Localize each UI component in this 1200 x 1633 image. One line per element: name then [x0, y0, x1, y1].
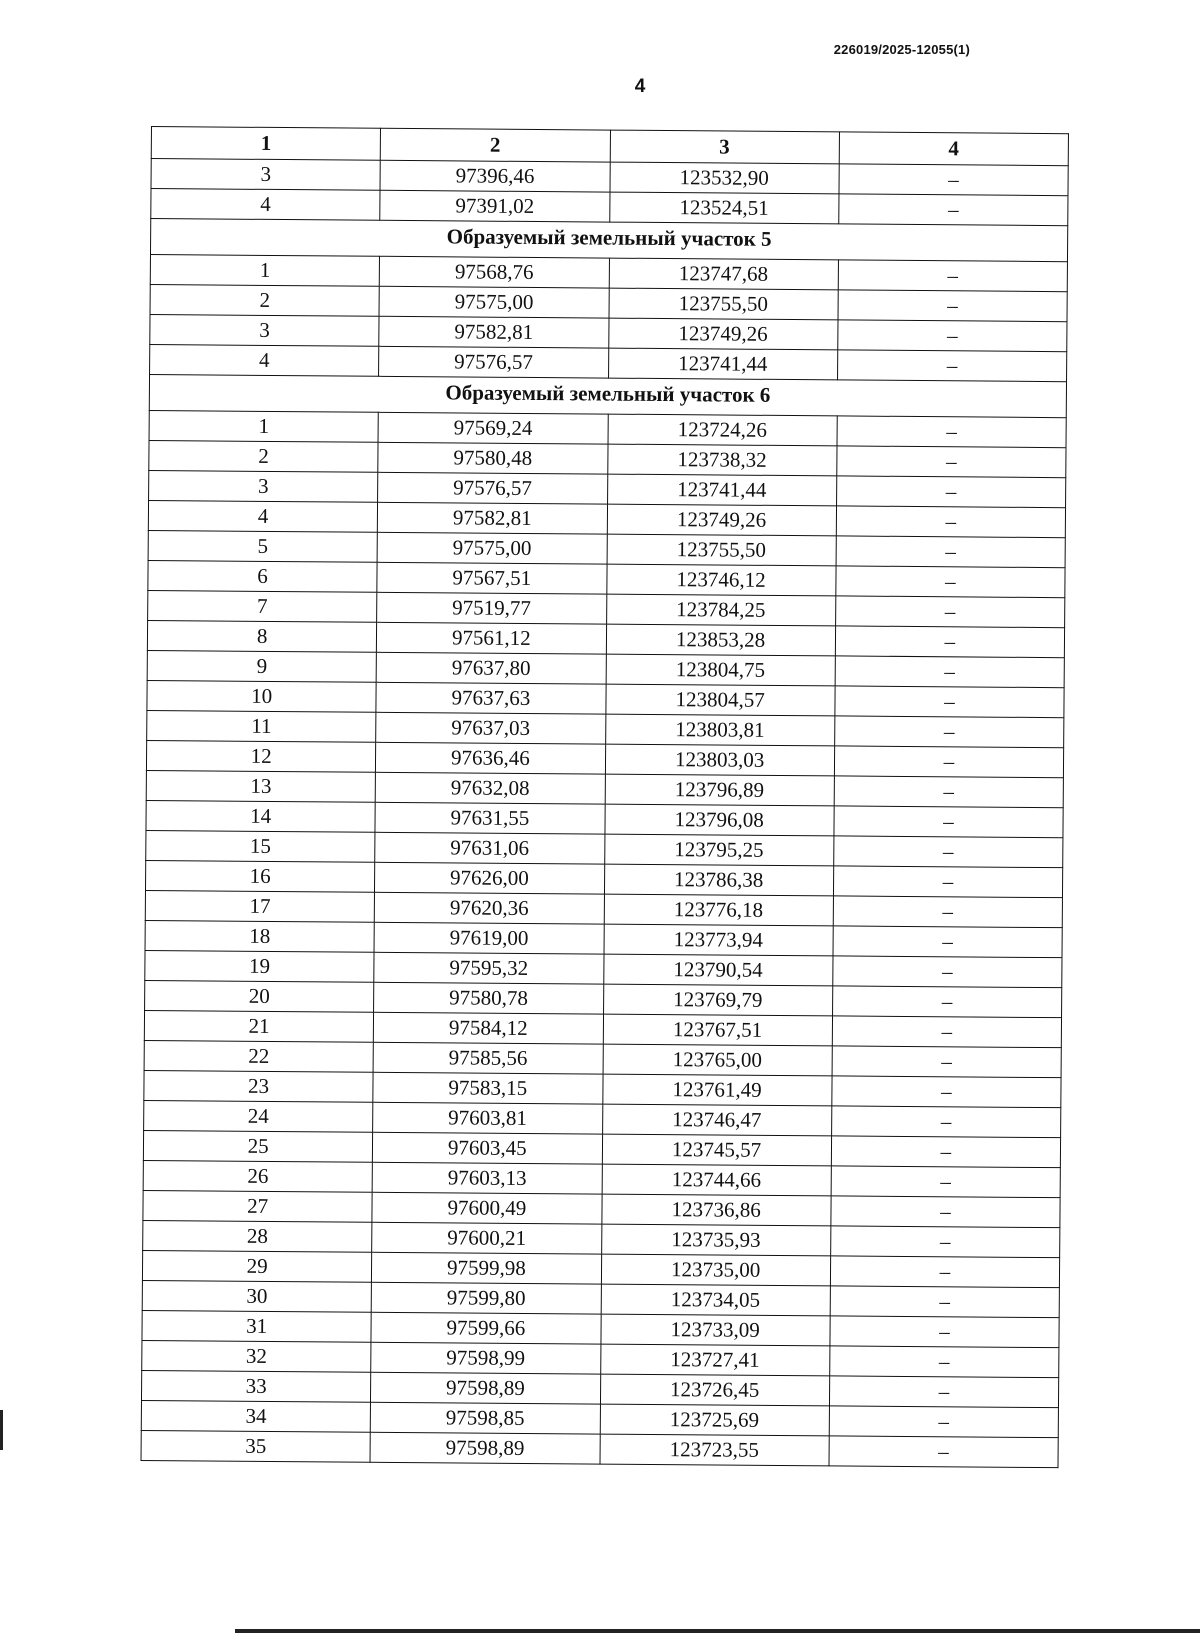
point-number-cell: 28 — [143, 1220, 372, 1252]
x-coordinate-cell: 97569,24 — [378, 412, 607, 444]
point-number-cell: 20 — [145, 980, 374, 1012]
note-cell: – — [833, 866, 1062, 898]
x-coordinate-cell: 97619,00 — [374, 922, 603, 954]
y-coordinate-cell: 123735,00 — [601, 1254, 830, 1286]
point-number-cell: 22 — [144, 1040, 373, 1072]
point-number-cell: 8 — [147, 620, 376, 652]
page-number: 4 — [634, 76, 646, 97]
note-cell: – — [832, 1016, 1061, 1048]
x-coordinate-cell: 97582,81 — [379, 316, 608, 348]
note-cell: – — [835, 656, 1064, 688]
note-cell: – — [839, 164, 1068, 196]
x-coordinate-cell: 97631,06 — [375, 832, 604, 864]
note-cell: – — [836, 536, 1065, 568]
point-number-cell: 1 — [150, 254, 379, 286]
x-coordinate-cell: 97561,12 — [377, 622, 606, 654]
note-cell: – — [831, 1136, 1060, 1168]
y-coordinate-cell: 123749,26 — [607, 504, 836, 536]
y-coordinate-cell: 123532,90 — [609, 162, 838, 194]
x-coordinate-cell: 97600,49 — [372, 1192, 601, 1224]
y-coordinate-cell: 123733,09 — [600, 1314, 829, 1346]
point-number-cell: 15 — [146, 830, 375, 862]
y-coordinate-cell: 123735,93 — [601, 1224, 830, 1256]
x-coordinate-cell: 97631,55 — [375, 802, 604, 834]
table-body — [141, 159, 1068, 1468]
point-number-cell: 16 — [145, 860, 374, 892]
y-coordinate-cell: 123761,49 — [602, 1074, 831, 1106]
y-coordinate-cell: 123804,75 — [606, 654, 835, 686]
y-coordinate-cell: 123776,18 — [604, 894, 833, 926]
point-number-cell: 9 — [147, 650, 376, 682]
note-cell: – — [830, 1316, 1059, 1348]
y-coordinate-cell: 123725,69 — [600, 1404, 829, 1436]
note-cell: – — [835, 686, 1064, 718]
x-coordinate-cell: 97584,12 — [374, 1012, 603, 1044]
point-number-cell: 7 — [148, 590, 377, 622]
note-cell: – — [831, 1196, 1060, 1228]
x-coordinate-cell: 97575,00 — [379, 286, 608, 318]
scan-edge-mark — [0, 1410, 3, 1450]
x-coordinate-cell: 97626,00 — [375, 862, 604, 894]
y-coordinate-cell: 123744,66 — [602, 1164, 831, 1196]
note-cell: – — [838, 290, 1067, 322]
point-number-cell: 13 — [146, 770, 375, 802]
x-coordinate-cell: 97598,99 — [371, 1342, 600, 1374]
x-coordinate-cell: 97603,81 — [373, 1102, 602, 1134]
table-row — [141, 1430, 1058, 1467]
y-coordinate-cell: 123736,86 — [601, 1194, 830, 1226]
note-cell: – — [837, 416, 1066, 448]
note-cell: – — [838, 320, 1067, 352]
x-coordinate-cell: 97580,48 — [378, 442, 607, 474]
y-coordinate-cell: 123803,03 — [605, 744, 834, 776]
point-number-cell: 10 — [147, 680, 376, 712]
point-number-cell: 17 — [145, 890, 374, 922]
note-cell: – — [831, 1166, 1060, 1198]
point-number-cell: 32 — [142, 1340, 371, 1372]
x-coordinate-cell: 97600,21 — [372, 1222, 601, 1254]
note-cell: – — [836, 476, 1065, 508]
note-cell: – — [829, 1346, 1058, 1378]
note-cell: – — [829, 1376, 1058, 1408]
y-coordinate-cell: 123784,25 — [606, 594, 835, 626]
y-coordinate-cell: 123723,55 — [600, 1434, 829, 1466]
point-number-cell: 2 — [150, 284, 379, 316]
point-number-cell: 35 — [141, 1430, 370, 1462]
y-coordinate-cell: 123727,41 — [600, 1344, 829, 1376]
note-cell: – — [829, 1436, 1058, 1468]
y-coordinate-cell: 123734,05 — [601, 1284, 830, 1316]
y-coordinate-cell: 123726,45 — [600, 1374, 829, 1406]
y-coordinate-cell: 123773,94 — [604, 924, 833, 956]
x-coordinate-cell: 97583,15 — [373, 1072, 602, 1104]
note-cell: – — [830, 1226, 1059, 1258]
x-coordinate-cell: 97636,46 — [376, 742, 605, 774]
point-number-cell: 31 — [142, 1310, 371, 1342]
x-coordinate-cell: 97580,78 — [374, 982, 603, 1014]
point-number-cell: 14 — [146, 800, 375, 832]
point-number-cell: 24 — [144, 1100, 373, 1132]
document-registration-number: 226019/2025-12055(1) — [833, 42, 970, 57]
point-number-cell: 23 — [144, 1070, 373, 1102]
x-coordinate-cell: 97568,76 — [379, 256, 608, 288]
point-number-cell: 27 — [143, 1190, 372, 1222]
x-coordinate-cell: 97576,57 — [378, 472, 607, 504]
y-coordinate-cell: 123738,32 — [607, 444, 836, 476]
y-coordinate-cell: 123524,51 — [609, 192, 838, 224]
x-coordinate-cell: 97637,80 — [376, 652, 605, 684]
point-number-cell: 3 — [149, 470, 378, 502]
x-coordinate-cell: 97620,36 — [375, 892, 604, 924]
x-coordinate-cell: 97599,80 — [371, 1282, 600, 1314]
point-number-cell: 18 — [145, 920, 374, 952]
note-cell: – — [836, 506, 1065, 538]
note-cell: – — [833, 926, 1062, 958]
note-cell: – — [839, 194, 1068, 226]
note-cell: – — [838, 260, 1067, 292]
column-header: 1 — [151, 127, 380, 161]
y-coordinate-cell: 123745,57 — [602, 1134, 831, 1166]
x-coordinate-cell: 97391,02 — [380, 190, 609, 222]
note-cell: – — [832, 986, 1061, 1018]
y-coordinate-cell: 123786,38 — [604, 864, 833, 896]
column-header: 2 — [380, 128, 609, 162]
column-header: 4 — [839, 132, 1068, 166]
y-coordinate-cell: 123804,57 — [605, 684, 834, 716]
note-cell: – — [834, 746, 1063, 778]
point-number-cell: 4 — [148, 500, 377, 532]
point-number-cell: 30 — [142, 1280, 371, 1312]
x-coordinate-cell: 97637,03 — [376, 712, 605, 744]
y-coordinate-cell: 123755,50 — [609, 288, 838, 320]
note-cell: – — [834, 716, 1063, 748]
y-coordinate-cell: 123765,00 — [603, 1044, 832, 1076]
y-coordinate-cell: 123746,47 — [602, 1104, 831, 1136]
note-cell: – — [830, 1256, 1059, 1288]
y-coordinate-cell: 123795,25 — [604, 834, 833, 866]
point-number-cell: 2 — [149, 440, 378, 472]
note-cell: – — [833, 896, 1062, 928]
x-coordinate-cell: 97599,98 — [372, 1252, 601, 1284]
scan-edge-mark — [235, 1629, 1200, 1633]
point-number-cell: 33 — [141, 1370, 370, 1402]
point-number-cell: 11 — [147, 710, 376, 742]
note-cell: – — [833, 956, 1062, 988]
note-cell: – — [832, 1046, 1061, 1078]
point-number-cell: 34 — [141, 1400, 370, 1432]
y-coordinate-cell: 123767,51 — [603, 1014, 832, 1046]
y-coordinate-cell: 123746,12 — [606, 564, 835, 596]
x-coordinate-cell: 97598,85 — [370, 1402, 599, 1434]
note-cell: – — [835, 596, 1064, 628]
point-number-cell: 1 — [149, 410, 378, 442]
y-coordinate-cell: 123724,26 — [608, 414, 837, 446]
y-coordinate-cell: 123741,44 — [608, 348, 837, 380]
point-number-cell: 3 — [151, 159, 380, 191]
section-heading: Образуемый земельный участок 5 — [150, 219, 1067, 262]
point-number-cell: 12 — [146, 740, 375, 772]
section-heading: Образуемый земельный участок 6 — [149, 374, 1066, 417]
x-coordinate-cell: 97576,57 — [379, 346, 608, 378]
y-coordinate-cell: 123803,81 — [605, 714, 834, 746]
x-coordinate-cell: 97519,77 — [377, 592, 606, 624]
y-coordinate-cell: 123755,50 — [607, 534, 836, 566]
x-coordinate-cell: 97598,89 — [371, 1372, 600, 1404]
x-coordinate-cell: 97632,08 — [375, 772, 604, 804]
coordinates-table — [141, 126, 1069, 1468]
x-coordinate-cell: 97598,89 — [370, 1432, 599, 1464]
note-cell: – — [832, 1076, 1061, 1108]
note-cell: – — [835, 626, 1064, 658]
x-coordinate-cell: 97582,81 — [378, 502, 607, 534]
x-coordinate-cell: 97599,66 — [371, 1312, 600, 1344]
column-header: 3 — [610, 130, 839, 164]
x-coordinate-cell: 97396,46 — [380, 160, 609, 192]
note-cell: – — [834, 806, 1063, 838]
x-coordinate-cell: 97567,51 — [377, 562, 606, 594]
point-number-cell: 25 — [143, 1130, 372, 1162]
note-cell: – — [829, 1406, 1058, 1438]
note-cell: – — [837, 446, 1066, 478]
note-cell: – — [836, 566, 1065, 598]
y-coordinate-cell: 123741,44 — [607, 474, 836, 506]
note-cell: – — [837, 350, 1066, 382]
x-coordinate-cell: 97637,63 — [376, 682, 605, 714]
y-coordinate-cell: 123747,68 — [609, 258, 838, 290]
x-coordinate-cell: 97585,56 — [373, 1042, 602, 1074]
note-cell: – — [834, 776, 1063, 808]
note-cell: – — [833, 836, 1062, 868]
note-cell: – — [831, 1106, 1060, 1138]
x-coordinate-cell: 97575,00 — [377, 532, 606, 564]
y-coordinate-cell: 123796,89 — [605, 774, 834, 806]
point-number-cell: 4 — [151, 189, 380, 221]
y-coordinate-cell: 123796,08 — [604, 804, 833, 836]
x-coordinate-cell: 97603,13 — [372, 1162, 601, 1194]
point-number-cell: 5 — [148, 530, 377, 562]
point-number-cell: 6 — [148, 560, 377, 592]
point-number-cell: 26 — [143, 1160, 372, 1192]
y-coordinate-cell: 123769,79 — [603, 984, 832, 1016]
y-coordinate-cell: 123749,26 — [608, 318, 837, 350]
point-number-cell: 19 — [145, 950, 374, 982]
point-number-cell: 21 — [144, 1010, 373, 1042]
y-coordinate-cell: 123853,28 — [606, 624, 835, 656]
point-number-cell: 29 — [142, 1250, 371, 1282]
x-coordinate-cell: 97595,32 — [374, 952, 603, 984]
point-number-cell: 3 — [150, 314, 379, 346]
coordinates-table-container — [141, 126, 1069, 1468]
y-coordinate-cell: 123790,54 — [603, 954, 832, 986]
point-number-cell: 4 — [150, 344, 379, 376]
x-coordinate-cell: 97603,45 — [373, 1132, 602, 1164]
note-cell: – — [830, 1286, 1059, 1318]
